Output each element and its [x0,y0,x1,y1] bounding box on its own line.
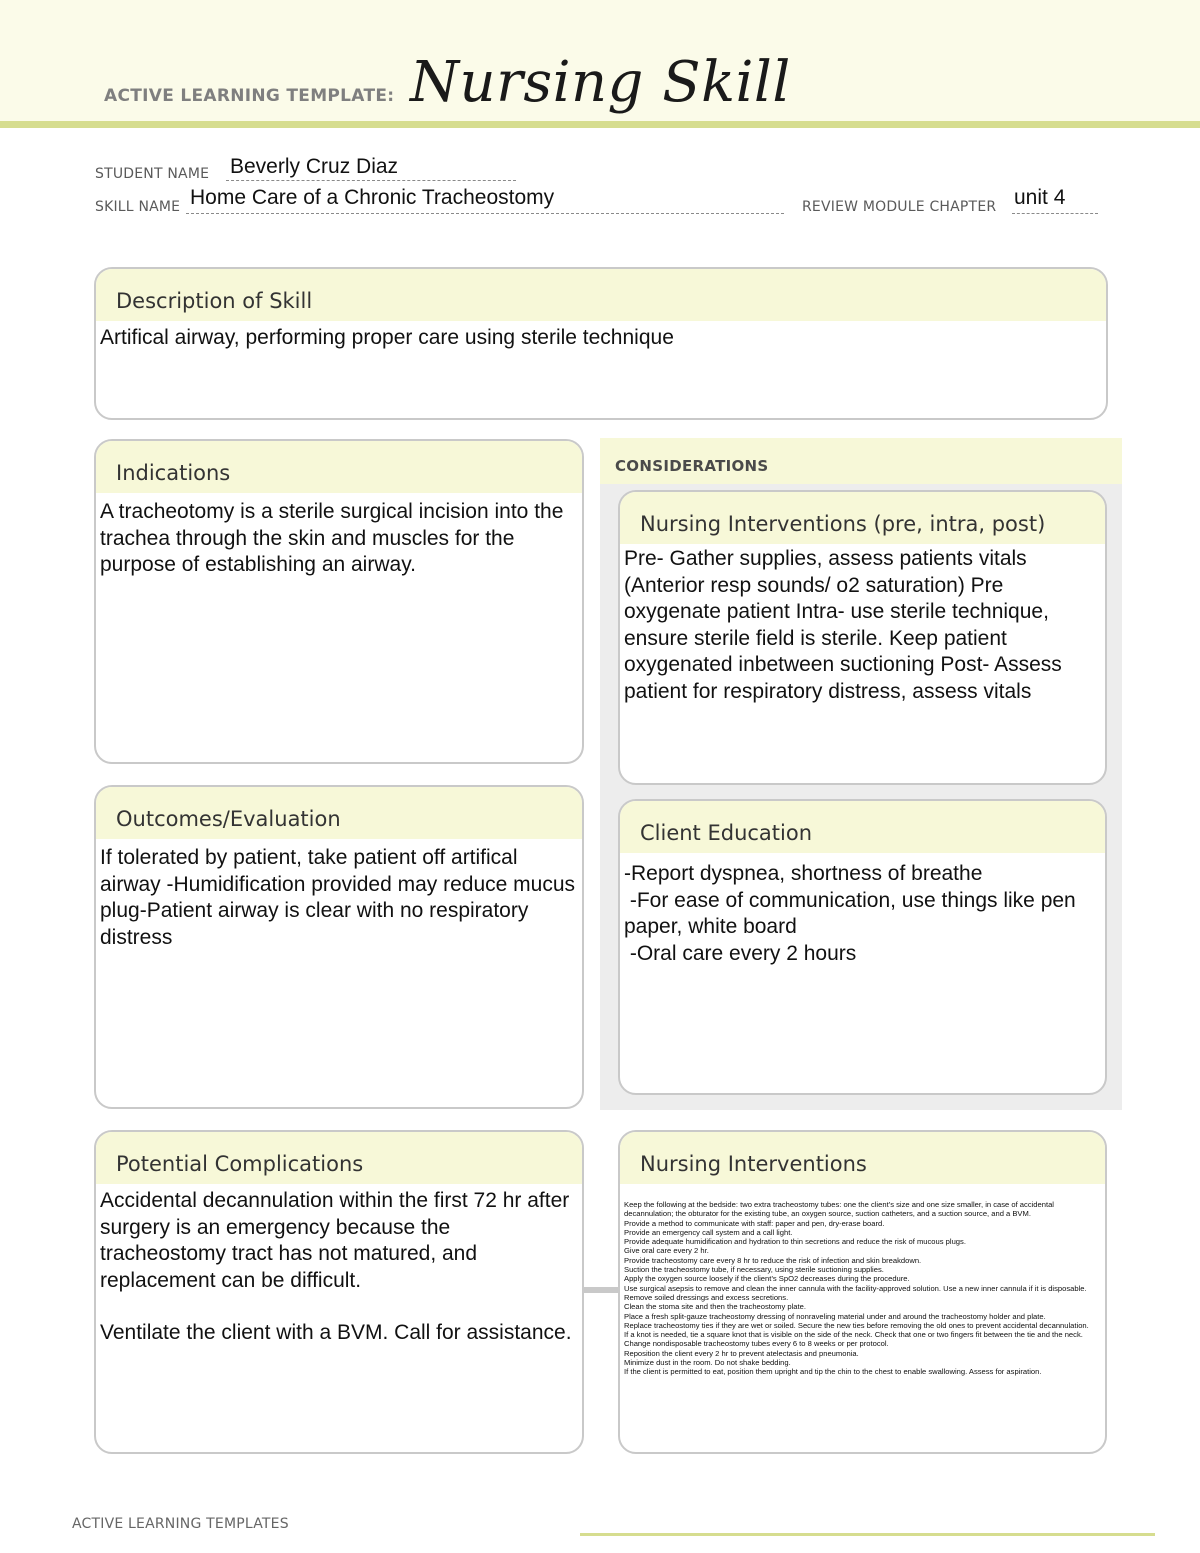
nursing-intervention-item: Change nondisposable tracheostomy tubes every 6 to 8 weeks or per protocol. [624,1339,889,1349]
complications-text[interactable] [96,1184,582,1347]
skill-name-line [186,213,784,214]
indications-box [94,439,584,764]
complications-box [94,1130,584,1454]
nursing-intervention-item: Keep the following at the bedside: two extra tracheostomy tubes: one the client’s size and one size smaller, in case of accidental decannulation; the obturator for the existing tube, an oxygen source, suction catheters, and a suction source, and a BVM. [624,1200,1054,1219]
nursing-intervention-item: If the client is permitted to eat, position them upright and tip the chin to the chest to enable swallowing. Assess for aspiration. [624,1367,1042,1377]
header-rule [0,121,1200,128]
nursing-intervention-item: Remove soiled dressings and excess secretions. [624,1292,789,1302]
nursing-intervention-item: Minimize dust in the room. Do not shake bedding. [624,1358,791,1368]
indications-heading: Indications [96,441,582,493]
connector-line [582,1287,622,1293]
nursing-intervention-item: Provide a method to communicate with staff: paper and pen, dry-erase board. [624,1218,885,1228]
description-text[interactable]: Artifical airway, performing proper care using sterile technique [100,326,674,349]
client-education-box [618,799,1107,1095]
nursing-intervention-item: Provide an emergency call system and a call light. [624,1227,793,1237]
outcomes-heading: Outcomes/Evaluation [96,787,582,839]
complications-heading: Potential Complications [96,1132,582,1184]
review-chapter-line [1012,213,1098,214]
template-brand: ACTIVE LEARNING TEMPLATE: [104,86,395,106]
skill-name-value[interactable]: Home Care of a Chronic Tracheostomy [190,186,555,209]
nursing-interventions-pre-heading: Nursing Interventions (pre, intra, post) [620,492,1105,544]
description-heading: Description of Skill [96,269,1106,321]
footer-text: ACTIVE LEARNING TEMPLATES [72,1516,289,1532]
nursing-intervention-item: Suction the tracheostomy tube, if necessary, using sterile suctioning supplies. [624,1265,884,1275]
review-chapter-value[interactable]: unit 4 [1014,186,1066,209]
skill-name-label: SKILL NAME [95,199,181,215]
client-education-line: -Report dyspnea, shortness of breathe [624,862,983,885]
client-education-heading: Client Education [620,801,1105,853]
student-name-line [226,180,516,181]
client-education-line: -Oral care every 2 hours [624,941,857,965]
description-box [94,267,1108,420]
nursing-intervention-item: Apply the oxygen source loosely if the client’s SpO2 decreases during the procedure. [624,1274,910,1284]
indications-text[interactable]: A tracheotomy is a sterile surgical incision into the trachea through the skin and muscles for the purpose of establishing an airway. [100,500,564,576]
nursing-interventions-list[interactable] [620,1184,1105,1377]
client-education-text[interactable] [620,853,1105,967]
outcomes-text[interactable]: If tolerated by patient, take patient off artifical airway -Humidification provided may reduce mucus plug-Patient airway is clear with no respiratory distress [100,846,576,949]
complications-paragraph: Ventilate the client with a BVM. Call for assistance. [100,1321,572,1344]
nursing-intervention-item: Provide tracheostomy care every 8 hr to reduce the risk of infection and skin breakdown. [624,1255,922,1265]
student-name-value[interactable]: Beverly Cruz Diaz [230,155,399,178]
outcomes-box [94,785,584,1109]
nursing-intervention-item: Replace tracheostomy ties if they are wet or soiled. Secure the new ties before removing the old ones to prevent accidental decannulation. [624,1320,1089,1330]
nursing-intervention-item: Provide adequate humidification and hydration to thin secretions and reduce the risk of mucous plugs. [624,1237,966,1247]
nursing-interventions-box [618,1130,1107,1454]
nursing-intervention-item: Give oral care every 2 hr. [624,1246,709,1256]
nursing-interventions-heading: Nursing Interventions [620,1132,1105,1184]
nursing-intervention-item: Use surgical asepsis to remove and clean the inner cannula with the facility-approved solution. Use a new inner cannula if it is disposable. [624,1283,1087,1293]
client-education-line: -For ease of communication, use things like pen paper, white board [624,888,1082,938]
footer-rule [580,1533,1155,1536]
review-chapter-label: REVIEW MODULE CHAPTER [802,199,997,215]
student-name-label: STUDENT NAME [95,166,210,182]
complications-paragraph: Accidental decannulation within the first 72 hr after surgery is an emergency because the tracheostomy tract has not matured, and replacement can be difficult. [100,1189,570,1292]
nursing-intervention-item: Reposition the client every 2 hr to prevent atelectasis and pneumonia. [624,1348,859,1358]
nursing-intervention-item: Clean the stoma site and then the tracheostomy plate. [624,1302,806,1312]
nursing-interventions-pre-text[interactable]: Pre- Gather supplies, assess patients vitals (Anterior resp sounds/ o2 saturation) Pre oxygenate patient Intra- use sterile technique, ensure sterile field is sterile. Keep patient oxygenated inbetween suctioning Post- Assess patient for respiratory distress, assess vitals [624,547,1062,703]
considerations-label: CONSIDERATIONS [615,457,769,475]
template-title: Nursing Skill [410,50,791,115]
nursing-intervention-item: Place a fresh split-gauze tracheostomy dressing of nonraveling material under and around the tracheostomy holder and plate. [624,1311,1046,1321]
nursing-intervention-item: If a knot is needed, tie a square knot that is visible on the side of the neck. Check that one or two fingers fit between the tie and the neck. [624,1330,1083,1340]
nursing-interventions-pre-box [618,490,1107,785]
